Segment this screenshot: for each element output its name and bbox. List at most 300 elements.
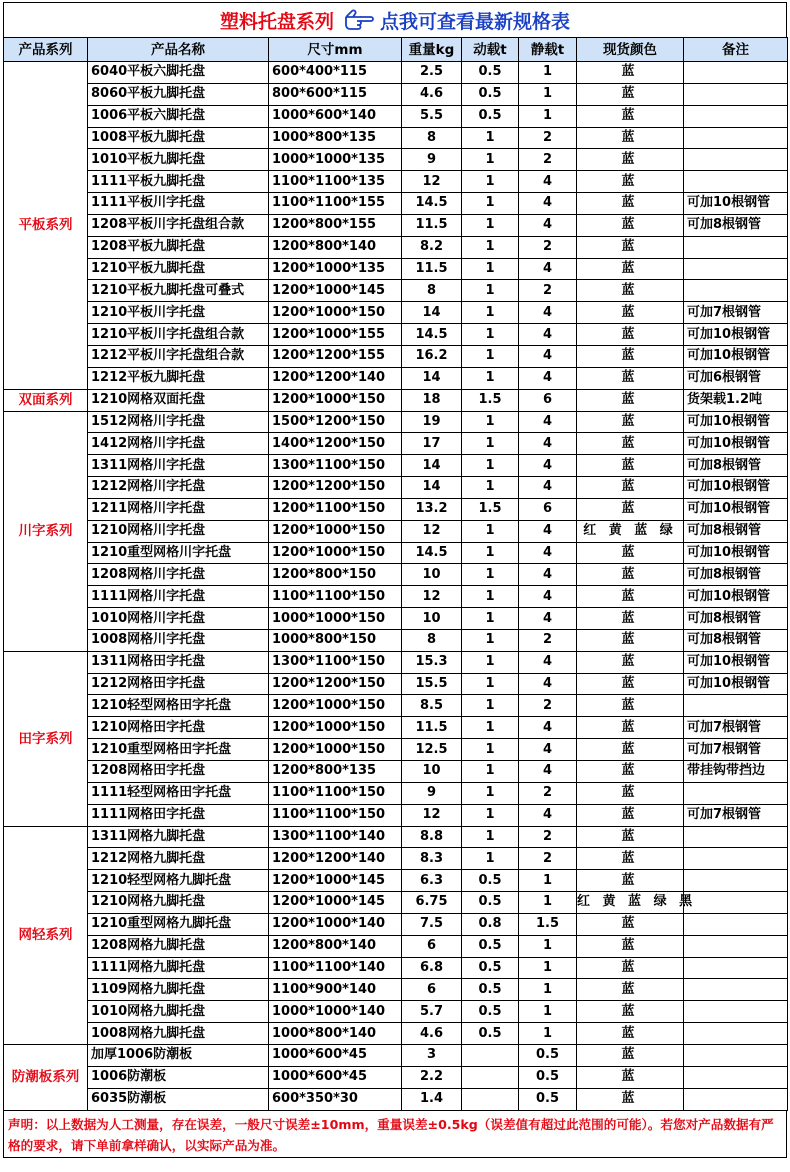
table-row (4, 258, 788, 280)
weight-cell: 13.2 (402, 498, 462, 520)
color-cell: 蓝 (577, 236, 684, 258)
product-name-cell: 1210网格九脚托盘 (88, 892, 269, 914)
dynamic-load-cell: 1 (462, 214, 519, 236)
product-name-cell: 1211网格川字托盘 (88, 498, 269, 520)
product-name-cell: 1010网格川字托盘 (88, 608, 269, 630)
table-row (4, 171, 788, 193)
col-header-size: 尺寸mm (269, 38, 402, 62)
size-cell: 1200*1200*150 (269, 477, 402, 499)
weight-cell: 17 (402, 433, 462, 455)
size-cell: 1000*800*135 (269, 127, 402, 149)
table-row (4, 1088, 788, 1110)
size-cell: 600*350*30 (269, 1088, 402, 1110)
static-load-cell: 1 (519, 957, 577, 979)
product-name-cell: 1006平板六脚托盘 (88, 105, 269, 127)
product-name-cell: 1210网格川字托盘 (88, 520, 269, 542)
size-cell: 1300*1100*140 (269, 826, 402, 848)
size-cell: 1200*1000*150 (269, 520, 402, 542)
note-cell (684, 1044, 788, 1066)
color-cell: 蓝 (577, 957, 684, 979)
note-cell (684, 105, 788, 127)
note-cell: 可加10根钢管 (684, 498, 788, 520)
weight-cell: 15.3 (402, 651, 462, 673)
table-row (4, 83, 788, 105)
product-name-cell: 1008网格川字托盘 (88, 629, 269, 651)
weight-cell: 11.5 (402, 258, 462, 280)
table-row (4, 1023, 788, 1045)
size-cell: 1200*1200*155 (269, 345, 402, 367)
size-cell: 1200*1000*150 (269, 389, 402, 411)
size-cell: 1000*600*45 (269, 1044, 402, 1066)
weight-cell: 14.5 (402, 324, 462, 346)
table-row (4, 455, 788, 477)
color-cell: 蓝 (577, 477, 684, 499)
table-row (4, 1066, 788, 1088)
product-name-cell: 1006防潮板 (88, 1066, 269, 1088)
product-name-cell: 1210重型网格川字托盘 (88, 542, 269, 564)
table-row (4, 345, 788, 367)
note-cell: 可加8根钢管 (684, 629, 788, 651)
product-name-cell: 1111平板九脚托盘 (88, 171, 269, 193)
table-row (4, 105, 788, 127)
weight-cell: 4.6 (402, 83, 462, 105)
size-cell: 1200*1200*140 (269, 367, 402, 389)
table-row (4, 695, 788, 717)
product-name-cell: 1311网格川字托盘 (88, 455, 269, 477)
static-load-cell: 4 (519, 651, 577, 673)
dynamic-load-cell: 1 (462, 520, 519, 542)
color-cell: 蓝 (577, 302, 684, 324)
product-name-cell: 1311网格九脚托盘 (88, 826, 269, 848)
disclaimer: 声明：以上数据为人工测量，存在误差，一般尺寸误差±10mm，重量误差±0.5kg（误差值有超过此范围的可能）。若您对产品数据有严格的要求，请下单前拿样确认，以实际产品为准。 (3, 1111, 787, 1158)
table-row (4, 913, 788, 935)
table-row (4, 564, 788, 586)
table-row (4, 498, 788, 520)
weight-cell: 14 (402, 477, 462, 499)
weight-cell: 14 (402, 367, 462, 389)
dynamic-load-cell: 1 (462, 542, 519, 564)
product-name-cell: 6040平板六脚托盘 (88, 62, 269, 84)
color-cell: 蓝 (577, 1066, 684, 1088)
note-cell (684, 171, 788, 193)
color-cell: 蓝 (577, 83, 684, 105)
product-name-cell: 1212网格川字托盘 (88, 477, 269, 499)
product-name-cell: 1210平板川字托盘 (88, 302, 269, 324)
note-cell (684, 913, 788, 935)
weight-cell: 8.2 (402, 236, 462, 258)
color-cell: 蓝 (577, 1001, 684, 1023)
note-cell (684, 83, 788, 105)
dynamic-load-cell: 0.5 (462, 892, 519, 914)
color-cell: 蓝 (577, 782, 684, 804)
dynamic-load-cell: 0.5 (462, 62, 519, 84)
color-cell: 蓝 (577, 433, 684, 455)
weight-cell: 10 (402, 608, 462, 630)
table-row (4, 149, 788, 171)
col-header-static-load: 静载t (519, 38, 577, 62)
product-name-cell: 1111网格九脚托盘 (88, 957, 269, 979)
weight-cell: 14 (402, 302, 462, 324)
weight-cell: 8.5 (402, 695, 462, 717)
note-cell: 带挂钩带挡边 (684, 761, 788, 783)
color-cell: 红 黄 蓝 绿 (577, 520, 684, 542)
latest-spec-link[interactable]: 点我可查看最新规格表 (380, 10, 571, 33)
color-cell: 蓝 (577, 62, 684, 84)
static-load-cell: 1 (519, 62, 577, 84)
size-cell: 1000*800*150 (269, 629, 402, 651)
dynamic-load-cell: 1 (462, 608, 519, 630)
product-name-cell: 1212平板九脚托盘 (88, 367, 269, 389)
size-cell: 1200*1000*145 (269, 892, 402, 914)
dynamic-load-cell: 0.5 (462, 1001, 519, 1023)
table-row (4, 302, 788, 324)
static-load-cell: 1 (519, 979, 577, 1001)
product-name-cell: 1109网格九脚托盘 (88, 979, 269, 1001)
note-cell (684, 979, 788, 1001)
note-cell: 可加7根钢管 (684, 717, 788, 739)
static-load-cell: 4 (519, 324, 577, 346)
color-cell: 蓝 (577, 1044, 684, 1066)
table-row (4, 586, 788, 608)
weight-cell: 7.5 (402, 913, 462, 935)
size-cell: 1200*1000*135 (269, 258, 402, 280)
size-cell: 1100*1100*135 (269, 171, 402, 193)
dynamic-load-cell: 1 (462, 324, 519, 346)
note-cell (684, 1088, 788, 1110)
size-cell: 1200*800*140 (269, 236, 402, 258)
product-name-cell: 1210轻型网格田字托盘 (88, 695, 269, 717)
col-header-series: 产品系列 (4, 38, 88, 62)
static-load-cell: 4 (519, 411, 577, 433)
size-cell: 1200*1000*140 (269, 913, 402, 935)
product-name-cell: 1111轻型网格田字托盘 (88, 782, 269, 804)
color-cell: 蓝 (577, 739, 684, 761)
color-cell: 蓝 (577, 1023, 684, 1045)
dynamic-load-cell: 1 (462, 629, 519, 651)
color-cell: 蓝 (577, 171, 684, 193)
color-cell: 蓝 (577, 258, 684, 280)
note-cell (684, 870, 788, 892)
table-row (4, 651, 788, 673)
color-cell: 蓝 (577, 564, 684, 586)
size-cell: 1100*1100*150 (269, 804, 402, 826)
pointing-hand-icon[interactable] (344, 8, 374, 32)
dynamic-load-cell: 1 (462, 739, 519, 761)
size-cell: 1300*1100*150 (269, 455, 402, 477)
color-cell: 蓝 (577, 673, 684, 695)
note-cell (684, 1023, 788, 1045)
color-cell: 蓝 (577, 804, 684, 826)
static-load-cell: 6 (519, 389, 577, 411)
table-row (4, 848, 788, 870)
weight-cell: 6 (402, 979, 462, 1001)
table-row (4, 214, 788, 236)
product-name-cell: 1208平板九脚托盘 (88, 236, 269, 258)
table-row (4, 236, 788, 258)
size-cell: 1200*1000*150 (269, 542, 402, 564)
note-cell: 可加10根钢管 (684, 586, 788, 608)
series-cell: 田字系列 (4, 651, 88, 826)
static-load-cell: 4 (519, 171, 577, 193)
product-name-cell: 1212平板川字托盘组合款 (88, 345, 269, 367)
series-cell: 防潮板系列 (4, 1044, 88, 1110)
weight-cell: 8 (402, 629, 462, 651)
table-row (4, 892, 788, 914)
weight-cell: 12 (402, 171, 462, 193)
product-name-cell: 1311网格田字托盘 (88, 651, 269, 673)
table-row (4, 389, 788, 411)
static-load-cell: 2 (519, 127, 577, 149)
color-cell: 蓝 (577, 367, 684, 389)
color-cell: 蓝 (577, 345, 684, 367)
size-cell: 1100*1100*140 (269, 957, 402, 979)
table-row (4, 673, 788, 695)
dynamic-load-cell: 0.5 (462, 870, 519, 892)
col-header-name: 产品名称 (88, 38, 269, 62)
dynamic-load-cell: 1 (462, 258, 519, 280)
static-load-cell: 4 (519, 564, 577, 586)
note-cell: 可加8根钢管 (684, 564, 788, 586)
dynamic-load-cell: 1 (462, 695, 519, 717)
note-cell: 可加10根钢管 (684, 324, 788, 346)
weight-cell: 6.8 (402, 957, 462, 979)
size-cell: 1400*1200*150 (269, 433, 402, 455)
size-cell: 1200*1000*155 (269, 324, 402, 346)
static-load-cell: 2 (519, 826, 577, 848)
size-cell: 1000*1000*135 (269, 149, 402, 171)
table-row (4, 411, 788, 433)
size-cell: 1000*600*45 (269, 1066, 402, 1088)
static-load-cell: 4 (519, 804, 577, 826)
note-cell: 可加8根钢管 (684, 520, 788, 542)
static-load-cell: 4 (519, 608, 577, 630)
note-cell (684, 826, 788, 848)
static-load-cell: 0.5 (519, 1066, 577, 1088)
dynamic-load-cell: 0.5 (462, 957, 519, 979)
size-cell: 1500*1200*150 (269, 411, 402, 433)
table-row (4, 739, 788, 761)
color-cell: 红 黄 蓝 绿 黑 (577, 892, 684, 914)
note-cell: 可加7根钢管 (684, 739, 788, 761)
weight-cell: 2.5 (402, 62, 462, 84)
dynamic-load-cell: 1 (462, 848, 519, 870)
table-row (4, 761, 788, 783)
color-cell: 蓝 (577, 389, 684, 411)
static-load-cell: 1 (519, 935, 577, 957)
size-cell: 1000*600*140 (269, 105, 402, 127)
note-cell (684, 149, 788, 171)
note-cell: 可加7根钢管 (684, 302, 788, 324)
note-cell: 可加10根钢管 (684, 673, 788, 695)
dynamic-load-cell: 1 (462, 411, 519, 433)
note-cell: 货架载1.2吨 (684, 389, 788, 411)
static-load-cell: 2 (519, 149, 577, 171)
spec-sheet (3, 2, 787, 1158)
color-cell: 蓝 (577, 498, 684, 520)
note-cell (684, 782, 788, 804)
col-header-color: 现货颜色 (577, 38, 684, 62)
weight-cell: 12 (402, 520, 462, 542)
weight-cell: 8.3 (402, 848, 462, 870)
dynamic-load-cell: 0.8 (462, 913, 519, 935)
static-load-cell: 1 (519, 870, 577, 892)
static-load-cell: 2 (519, 848, 577, 870)
table-row (4, 280, 788, 302)
note-cell (684, 892, 788, 914)
dynamic-load-cell: 0.5 (462, 979, 519, 1001)
weight-cell: 8 (402, 127, 462, 149)
dynamic-load-cell: 1 (462, 564, 519, 586)
note-cell (684, 236, 788, 258)
dynamic-load-cell: 1 (462, 586, 519, 608)
weight-cell: 3 (402, 1044, 462, 1066)
weight-cell: 5.7 (402, 1001, 462, 1023)
table-header-row (4, 38, 788, 62)
color-cell: 蓝 (577, 913, 684, 935)
table-row (4, 1001, 788, 1023)
table-row (4, 127, 788, 149)
static-load-cell: 1 (519, 1001, 577, 1023)
note-cell: 可加10根钢管 (684, 411, 788, 433)
color-cell: 蓝 (577, 586, 684, 608)
note-cell (684, 258, 788, 280)
static-load-cell: 2 (519, 280, 577, 302)
table-row (4, 717, 788, 739)
product-name-cell: 1208网格九脚托盘 (88, 935, 269, 957)
weight-cell: 11.5 (402, 214, 462, 236)
dynamic-load-cell (462, 1088, 519, 1110)
series-cell: 网轻系列 (4, 826, 88, 1044)
weight-cell: 14 (402, 455, 462, 477)
size-cell: 1000*800*140 (269, 1023, 402, 1045)
weight-cell: 6.3 (402, 870, 462, 892)
note-cell (684, 280, 788, 302)
dynamic-load-cell: 1 (462, 651, 519, 673)
product-name-cell: 1212网格九脚托盘 (88, 848, 269, 870)
color-cell: 蓝 (577, 214, 684, 236)
note-cell (684, 1001, 788, 1023)
table-row (4, 477, 788, 499)
dynamic-load-cell: 1 (462, 826, 519, 848)
weight-cell: 11.5 (402, 717, 462, 739)
color-cell: 蓝 (577, 193, 684, 215)
size-cell: 1100*900*140 (269, 979, 402, 1001)
note-cell (684, 957, 788, 979)
product-name-cell: 1111网格田字托盘 (88, 804, 269, 826)
dynamic-load-cell: 1 (462, 782, 519, 804)
dynamic-load-cell: 0.5 (462, 1023, 519, 1045)
note-cell: 可加10根钢管 (684, 193, 788, 215)
static-load-cell: 1.5 (519, 913, 577, 935)
color-cell: 蓝 (577, 280, 684, 302)
table-row (4, 324, 788, 346)
size-cell: 1200*800*155 (269, 214, 402, 236)
static-load-cell: 4 (519, 214, 577, 236)
note-cell: 可加8根钢管 (684, 214, 788, 236)
product-name-cell: 1210网格双面托盘 (88, 389, 269, 411)
color-cell: 蓝 (577, 826, 684, 848)
table-row (4, 608, 788, 630)
dynamic-load-cell: 1 (462, 433, 519, 455)
product-name-cell: 1210网格田字托盘 (88, 717, 269, 739)
note-cell: 可加10根钢管 (684, 345, 788, 367)
static-load-cell: 4 (519, 455, 577, 477)
color-cell: 蓝 (577, 848, 684, 870)
table-row (4, 193, 788, 215)
static-load-cell: 4 (519, 345, 577, 367)
product-name-cell: 6035防潮板 (88, 1088, 269, 1110)
weight-cell: 5.5 (402, 105, 462, 127)
dynamic-load-cell: 1 (462, 477, 519, 499)
product-name-cell: 1210重型网格田字托盘 (88, 739, 269, 761)
static-load-cell: 4 (519, 739, 577, 761)
static-load-cell: 4 (519, 586, 577, 608)
color-cell: 蓝 (577, 870, 684, 892)
col-header-weight: 重量kg (402, 38, 462, 62)
static-load-cell: 1 (519, 1023, 577, 1045)
weight-cell: 1.4 (402, 1088, 462, 1110)
color-cell: 蓝 (577, 608, 684, 630)
weight-cell: 8 (402, 280, 462, 302)
table-row (4, 782, 788, 804)
color-cell: 蓝 (577, 542, 684, 564)
color-cell: 蓝 (577, 979, 684, 1001)
dynamic-load-cell: 1 (462, 171, 519, 193)
static-load-cell: 2 (519, 236, 577, 258)
weight-cell: 8.8 (402, 826, 462, 848)
color-cell: 蓝 (577, 149, 684, 171)
color-cell: 蓝 (577, 629, 684, 651)
series-cell: 川字系列 (4, 411, 88, 651)
table-row (4, 804, 788, 826)
weight-cell: 18 (402, 389, 462, 411)
size-cell: 1300*1100*150 (269, 651, 402, 673)
static-load-cell: 4 (519, 477, 577, 499)
note-cell: 可加10根钢管 (684, 651, 788, 673)
dynamic-load-cell (462, 1066, 519, 1088)
static-load-cell: 1 (519, 105, 577, 127)
size-cell: 1100*1100*155 (269, 193, 402, 215)
product-name-cell: 1010平板九脚托盘 (88, 149, 269, 171)
weight-cell: 14.5 (402, 193, 462, 215)
static-load-cell: 4 (519, 433, 577, 455)
note-cell (684, 695, 788, 717)
weight-cell: 2.2 (402, 1066, 462, 1088)
title-bar (3, 2, 787, 37)
weight-cell: 4.6 (402, 1023, 462, 1045)
color-cell: 蓝 (577, 411, 684, 433)
product-name-cell: 1111网格川字托盘 (88, 586, 269, 608)
product-name-cell: 1208平板川字托盘组合款 (88, 214, 269, 236)
static-load-cell: 4 (519, 258, 577, 280)
color-cell: 蓝 (577, 761, 684, 783)
static-load-cell: 4 (519, 193, 577, 215)
dynamic-load-cell: 0.5 (462, 83, 519, 105)
size-cell: 1200*1200*140 (269, 848, 402, 870)
dynamic-load-cell: 1 (462, 367, 519, 389)
dynamic-load-cell: 1.5 (462, 389, 519, 411)
note-cell (684, 935, 788, 957)
static-load-cell: 4 (519, 761, 577, 783)
product-name-cell: 1208网格川字托盘 (88, 564, 269, 586)
static-load-cell: 4 (519, 717, 577, 739)
weight-cell: 19 (402, 411, 462, 433)
product-name-cell: 1210重型网格九脚托盘 (88, 913, 269, 935)
static-load-cell: 6 (519, 498, 577, 520)
static-load-cell: 4 (519, 520, 577, 542)
note-cell: 可加10根钢管 (684, 477, 788, 499)
product-name-cell: 1412网格川字托盘 (88, 433, 269, 455)
